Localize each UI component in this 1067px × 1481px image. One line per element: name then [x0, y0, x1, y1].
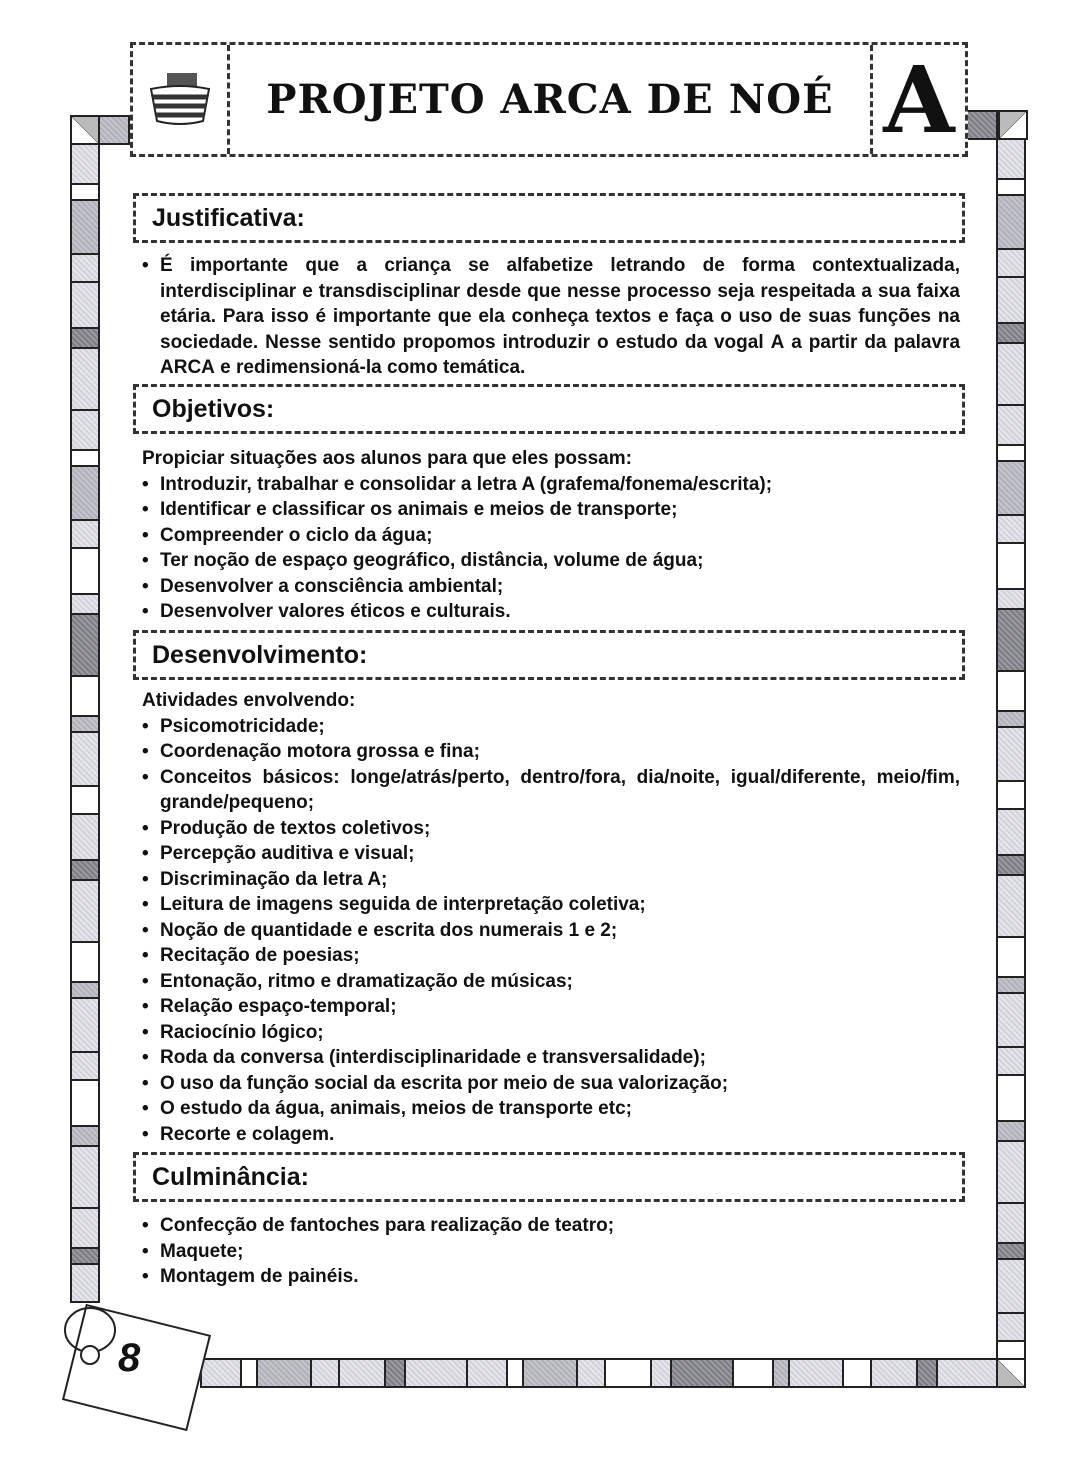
frame-stripe-segment	[998, 140, 1024, 180]
bullet-icon: •	[142, 524, 149, 546]
list-item	[142, 1020, 960, 1046]
justificativa-text	[142, 253, 960, 381]
section-heading-culminancia: Culminância:	[133, 1152, 965, 1202]
frame-stripe-segment	[72, 145, 98, 185]
page-title: PROJETO ARCA DE NOÉ	[266, 76, 834, 123]
list-item-text: Desenvolver a consciência ambiental;	[160, 575, 504, 597]
frame-stripe-segment	[258, 1360, 312, 1386]
frame-stripe-segment	[998, 1314, 1024, 1342]
bullet-icon: •	[142, 1021, 149, 1043]
list-item-text: Produção de textos coletivos;	[160, 817, 431, 839]
desenvolvimento-intro: Atividades envolvendo:	[142, 690, 356, 711]
frame-corner-top-right	[998, 110, 1028, 140]
frame-stripe-segment	[242, 1360, 258, 1386]
objetivos-list	[142, 446, 960, 625]
bullet-icon: •	[142, 970, 149, 992]
frame-stripe-segment	[72, 1249, 98, 1265]
list-item-text: Recorte e colagem.	[160, 1123, 335, 1145]
culminancia-list	[142, 1213, 960, 1290]
frame-stripe-segment	[998, 1076, 1024, 1122]
bullet-icon: •	[142, 715, 149, 737]
bullet-icon: •	[142, 741, 149, 762]
frame-stripe-segment	[998, 250, 1024, 278]
bullet-icon: •	[142, 601, 149, 622]
bullet-icon: •	[142, 919, 149, 941]
section-heading-justificativa: Justificativa:	[133, 193, 965, 243]
frame-stripe-segment	[998, 610, 1024, 672]
frame-stripe-segment	[72, 717, 98, 733]
bullet-icon: •	[142, 766, 149, 788]
frame-stripe-segment	[72, 411, 98, 451]
frame-stripe-segment	[340, 1360, 386, 1386]
noahs-ark-icon	[133, 45, 230, 154]
frame-stripe-segment	[72, 1081, 98, 1127]
frame-stripe-segment	[734, 1360, 774, 1386]
bullet-icon: •	[142, 945, 149, 966]
frame-stripe-segment	[652, 1360, 672, 1386]
list-item-text: O estudo da água, animais, meios de transporte etc;	[160, 1098, 632, 1119]
frame-stripe-segment	[998, 1244, 1024, 1260]
justificativa-paragraph: É importante que a criança se alfabetize letrando de forma contextualizada, interdisciplinar e transdisciplinar desde que nesse processo seja respeitada a sua faixa etária. Para isso é importante que ela conheça textos e faça o uso de suas funções na sociedade. Nesse sentido propomos introduzir o estudo da vogal A a partir da palavra ARCA e redimensioná-la como temática.	[160, 255, 961, 378]
bullet-icon: •	[142, 1072, 149, 1094]
frame-stripe-segment	[524, 1360, 578, 1386]
frame-stripe-segment	[998, 462, 1024, 516]
bullet-icon: •	[142, 550, 149, 571]
frame-stripe-segment	[72, 881, 98, 943]
list-item-text: Identificar e classificar os animais e meios de transporte;	[160, 499, 678, 520]
frame-stripe-segment	[606, 1360, 652, 1386]
frame-top-right-stripe	[966, 110, 1000, 140]
frame-stripe-segment	[72, 1147, 98, 1209]
frame-stripe-segment	[72, 943, 98, 983]
frame-stripe-segment	[998, 1142, 1024, 1204]
section-heading-objetivos: Objetivos:	[133, 384, 965, 434]
list-item	[142, 765, 960, 816]
list-item	[142, 497, 960, 523]
frame-stripe-segment	[72, 861, 98, 881]
frame-stripe-segment	[72, 549, 98, 595]
frame-stripe-segment	[998, 938, 1024, 978]
list-item-text: Psicomotricidade;	[160, 715, 325, 737]
frame-bottom-stripe	[200, 1358, 1000, 1388]
list-item-text: Maquete;	[160, 1240, 244, 1262]
frame-stripe-segment	[72, 1265, 98, 1303]
frame-stripe-segment	[998, 544, 1024, 590]
frame-stripe-segment	[998, 994, 1024, 1048]
frame-stripe-segment	[72, 983, 98, 999]
frame-stripe-segment	[998, 446, 1024, 462]
list-item	[142, 892, 960, 918]
frame-stripe-segment	[998, 1122, 1024, 1142]
list-item-text: Conceitos básicos: longe/atrás/perto, dentro/fora, dia/noite, igual/diferente, meio/fim, grande/pequeno;	[160, 766, 960, 813]
frame-stripe-segment	[998, 516, 1024, 544]
frame-stripe-segment	[998, 728, 1024, 782]
bullet-icon: •	[142, 1123, 149, 1145]
bullet-icon: •	[142, 1266, 149, 1287]
tag-string-icon	[55, 1300, 125, 1380]
frame-left-stripe	[70, 143, 100, 1303]
bullet-icon: •	[142, 843, 149, 864]
frame-stripe-segment	[508, 1360, 524, 1386]
list-item-text: Confecção de fantoches para realização de teatro;	[160, 1215, 615, 1236]
frame-stripe-segment	[72, 255, 98, 283]
frame-stripe-segment	[468, 1360, 508, 1386]
frame-right-stripe	[996, 138, 1026, 1368]
frame-stripe-segment	[998, 978, 1024, 994]
bullet-icon: •	[142, 894, 149, 915]
frame-stripe-segment	[72, 185, 98, 201]
frame-stripe-segment	[312, 1360, 340, 1386]
list-item-text: O uso da função social da escrita por meio de sua valorização;	[160, 1072, 729, 1094]
frame-stripe-segment	[872, 1360, 918, 1386]
list-item	[142, 1264, 960, 1290]
list-item	[142, 994, 960, 1020]
objetivos-intro: Propiciar situações aos alunos para que eles possam:	[142, 448, 632, 469]
frame-corner-bottom-right	[996, 1358, 1026, 1388]
list-item	[142, 523, 960, 549]
frame-stripe-segment	[72, 1127, 98, 1147]
list-item	[142, 1071, 960, 1097]
bullet-icon: •	[142, 499, 149, 520]
frame-stripe-segment	[998, 344, 1024, 406]
page-number: 8	[118, 1336, 141, 1380]
frame-stripe-segment	[998, 196, 1024, 250]
frame-stripe-segment	[72, 787, 98, 815]
frame-stripe-segment	[774, 1360, 790, 1386]
frame-stripe-segment	[998, 1204, 1024, 1244]
list-item	[142, 867, 960, 893]
frame-stripe-segment	[72, 349, 98, 411]
list-item-text: Relação espaço-temporal;	[160, 996, 397, 1017]
bullet-icon: •	[142, 473, 149, 495]
list-item-text: Noção de quantidade e escrita dos numerais 1 e 2;	[160, 919, 618, 941]
list-item-text: Discriminação da letra A;	[160, 868, 388, 890]
list-item	[142, 548, 960, 574]
frame-stripe-segment	[790, 1360, 844, 1386]
list-item	[142, 918, 960, 944]
list-item-text: Ter noção de espaço geográfico, distância, volume de água;	[160, 550, 704, 571]
frame-stripe-segment	[72, 201, 98, 255]
list-item-text: Entonação, ritmo e dramatização de músicas;	[160, 970, 573, 992]
frame-stripe-segment	[72, 733, 98, 787]
frame-stripe-segment	[386, 1360, 406, 1386]
list-item-text: Recitação de poesias;	[160, 945, 360, 966]
list-item	[142, 714, 960, 740]
frame-stripe-segment	[72, 677, 98, 717]
bullet-icon: •	[142, 1240, 149, 1262]
frame-stripe-segment	[998, 406, 1024, 446]
desenvolvimento-list	[142, 688, 960, 1147]
frame-stripe-segment	[998, 712, 1024, 728]
list-item	[142, 472, 960, 498]
letter-badge: A	[870, 45, 965, 154]
frame-stripe-segment	[72, 283, 98, 329]
list-item-text: Montagem de painéis.	[160, 1266, 359, 1287]
frame-stripe-segment	[72, 451, 98, 467]
frame-stripe-segment	[998, 782, 1024, 810]
list-item	[142, 1045, 960, 1071]
frame-stripe-segment	[72, 1209, 98, 1249]
frame-stripe-segment	[998, 590, 1024, 610]
frame-stripe-segment	[938, 1360, 1000, 1386]
section-heading-desenvolvimento: Desenvolvimento:	[133, 630, 965, 680]
list-item-text: Introduzir, trabalhar e consolidar a letra A (grafema/fonema/escrita);	[160, 473, 773, 495]
bullet-icon: •	[142, 1215, 149, 1236]
list-item	[142, 1213, 960, 1239]
list-item-text: Coordenação motora grossa e fina;	[160, 741, 480, 762]
list-item	[142, 599, 960, 625]
list-item	[142, 1096, 960, 1122]
list-item	[142, 969, 960, 995]
frame-stripe-segment	[72, 595, 98, 615]
frame-stripe-segment	[998, 810, 1024, 856]
frame-stripe-segment	[72, 521, 98, 549]
frame-stripe-segment	[578, 1360, 606, 1386]
bullet-icon: •	[142, 1098, 149, 1119]
list-item	[142, 841, 960, 867]
list-item-text: Percepção auditiva e visual;	[160, 843, 415, 864]
list-item-text: Raciocínio lógico;	[160, 1021, 324, 1043]
bullet-icon: •	[142, 1047, 149, 1068]
list-item-text: Leitura de imagens seguida de interpretação coletiva;	[160, 894, 646, 915]
list-item-text: Compreender o ciclo da água;	[160, 524, 433, 546]
frame-stripe-segment	[844, 1360, 872, 1386]
list-item-text: Roda da conversa (interdisciplinaridade e transversalidade);	[160, 1047, 706, 1068]
bullet-icon: •	[142, 817, 149, 839]
frame-stripe-segment	[72, 615, 98, 677]
frame-stripe-segment	[998, 672, 1024, 712]
frame-stripe-segment	[998, 180, 1024, 196]
frame-stripe-segment	[406, 1360, 468, 1386]
frame-stripe-segment	[672, 1360, 734, 1386]
frame-stripe-segment	[202, 1360, 242, 1386]
bullet-icon: •	[142, 255, 149, 276]
frame-stripe-segment	[918, 1360, 938, 1386]
frame-stripe-segment	[72, 999, 98, 1053]
title-box	[130, 42, 968, 157]
frame-stripe-segment	[998, 876, 1024, 938]
frame-stripe-segment	[998, 278, 1024, 324]
frame-stripe-segment	[998, 324, 1024, 344]
list-item-text: Desenvolver valores éticos e culturais.	[160, 601, 511, 622]
list-item	[142, 816, 960, 842]
list-item	[142, 739, 960, 765]
bullet-icon: •	[142, 996, 149, 1017]
list-item	[142, 1122, 960, 1148]
list-item	[142, 943, 960, 969]
bullet-icon: •	[142, 868, 149, 890]
frame-corner-top-left	[70, 115, 100, 145]
bullet-icon: •	[142, 575, 149, 597]
frame-stripe-segment	[72, 329, 98, 349]
frame-stripe-segment	[998, 1048, 1024, 1076]
frame-stripe-segment	[72, 467, 98, 521]
frame-stripe-segment	[72, 1053, 98, 1081]
frame-stripe-segment	[998, 1260, 1024, 1314]
list-item	[142, 1239, 960, 1265]
frame-stripe-segment	[72, 815, 98, 861]
frame-stripe-segment	[998, 856, 1024, 876]
frame-top-left-stripe	[98, 115, 132, 145]
list-item	[142, 574, 960, 600]
